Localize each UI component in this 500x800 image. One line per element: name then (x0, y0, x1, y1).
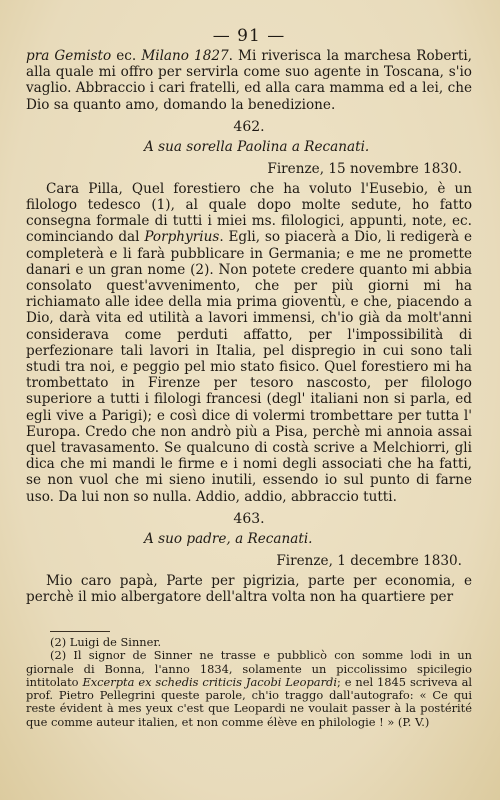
footnote-2 (26, 649, 472, 728)
letter-462-body-text-2: . Egli, so piacerà a Dio, li redigerà e completerà e li farà pubblicare in Germania; e me ne promette danari e un gran nome (2). Non potete credere quanto mi abbia consolato quest'avvenimento, che per più giorni mi ha richiamato alle idee della mia prima gioventù, e che, piacendo a Dio, darà vita ed utilità a lavori immensi, ch'io già da molt'anni considerava come perduti affatto, per l'impossibilità di perfezionare tali lavori in Italia, pel dispregio in cui sono tali studi tra noi, e peggio pel mio stato fisico. Quel forestiero mi ha trombettato in Firenze per tesoro nascosto, per filologo superiore a tutti i filologi francesi (degl' italiani non si parla, ed egli vive a Parigi); e così dice di volermi trombettare per tutta l' Europa. Credo che non andrò più a Pisa, perchè mi annoia assai quel travasamento. Se qualcuno di costà scrive a Melchiorri, gli dica che mi mandi le firme e i nomi degli associati che ha fatti, se non vuol che mi sieno inutili, essendo io sul punto di farne uso. Da lui non so nulla. Addio, addio, abbraccio tutti. (26, 229, 472, 505)
intro-italic-2: Milano 1827 (141, 48, 229, 64)
footnote-1: (2) Luigi de Sinner. (50, 635, 162, 650)
letter-462-address: A sua sorella Paolina a Recanati. (144, 138, 370, 155)
letter-462-dateline: Firenze, 15 novembre 1830. (267, 160, 462, 177)
footnote-2-text-1: (2) Il signor de Sinner ne trasse e pubblicò con somme lodi in un giornale di Bonna, l'anno 1834, solamente un piccolissimo spicilegio intitolato (26, 648, 472, 689)
letter-462-body (26, 181, 472, 505)
letter-462-body-text-1: Cara Pilla, Quel forestiero che ha voluto l'Eusebio, è un filologo tedesco (1), al quale dopo molte sedute, ho fatto consegna formale di tutti i miei ms. filologici, appunti, note, ec. cominciando dal (26, 180, 472, 246)
letter-462-body-italic: Porphyrius (144, 229, 220, 246)
intro-text-2: . Mi riverisca la marchesa Roberti, alla quale mi offro per servirla come suo agente in Toscana, s'io vaglio. Abbraccio i cari fratelli, ed alla cara mamma ed a lei, che Dio sa quanto amo, domando la benedizione. (26, 48, 473, 113)
page-number: — 91 — (212, 26, 286, 46)
letter-463-body: Mio caro papà, Parte per pigrizia, parte per economia, e perchè il mio albergatore dell'altra volta non ha quartiere per (26, 572, 472, 606)
intro-text-1: ec. (111, 48, 142, 64)
letter-463-dateline: Firenze, 1 decembre 1830. (276, 552, 462, 569)
footnote-divider (50, 631, 110, 632)
letter-462-number: 462. (233, 118, 265, 135)
letter-463-number: 463. (233, 510, 265, 527)
letter-463-address: A suo padre, a Recanati. (144, 530, 313, 547)
footnote-2-text-2: ; e nel 1845 scriveva al prof. Pietro Pellegrini queste parole, ch'io traggo dall'autografo: « Ce qui reste évident à mes yeux c'est que Leopardi ne voulait passer à la postérité que comme auteur italien, et non comme élève en philologie ! » (P. V.) (26, 674, 473, 729)
intro-paragraph (26, 48, 472, 113)
intro-italic-1: pra Gemisto (26, 48, 112, 64)
footnote-2-italic: Excerpta ex schedis criticis Jacobi Leopardi (82, 674, 337, 689)
